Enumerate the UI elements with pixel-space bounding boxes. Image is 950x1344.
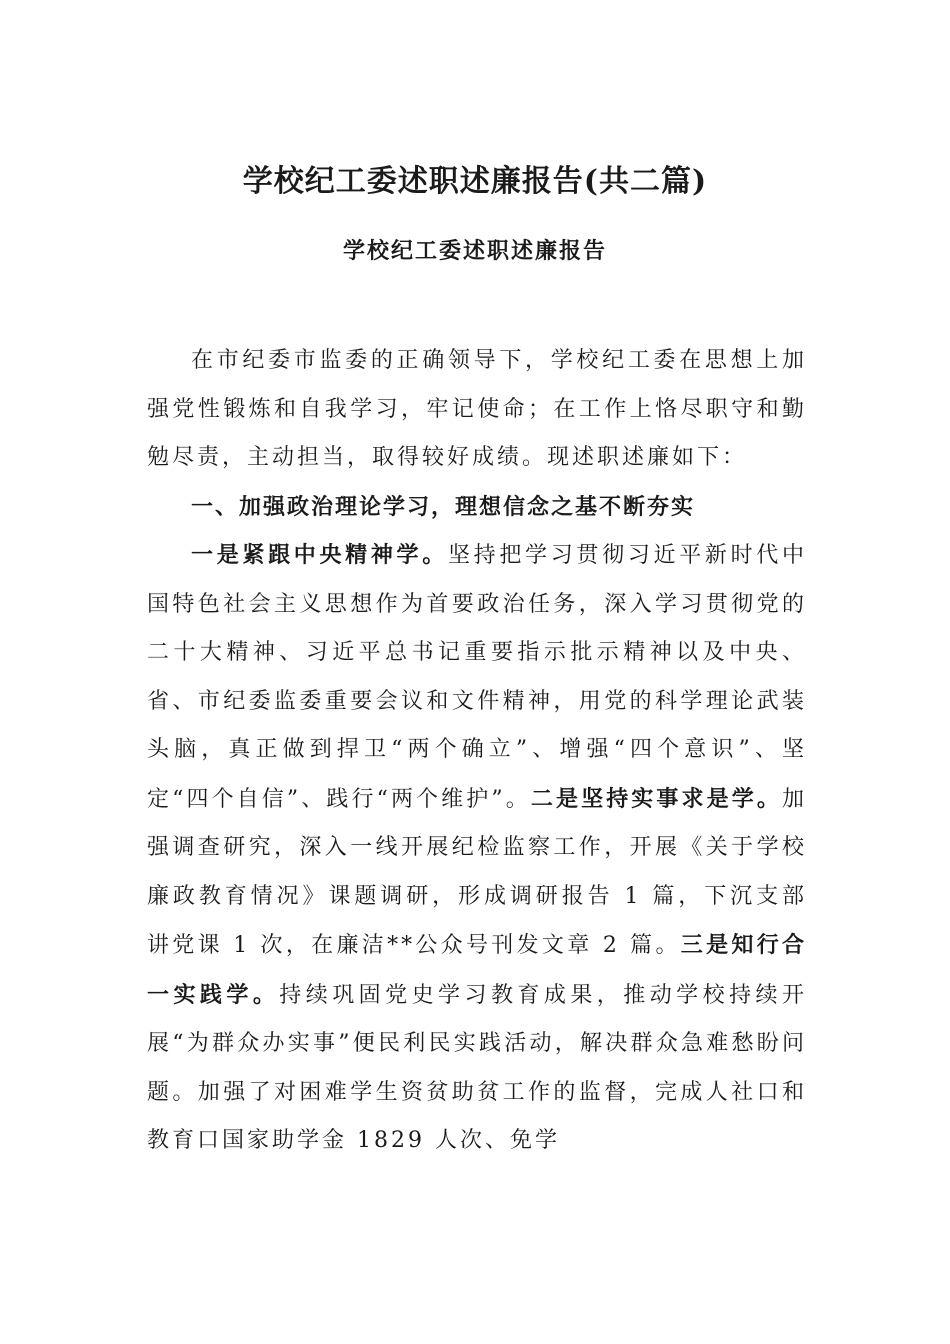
document-title: 学校纪工委述职述廉报告(共二篇) [242, 164, 708, 199]
paragraph-text-3: 持续巩固党史学习教育成果，推动学校持续开展“为群众办实事”便民利民实践活动，解决群众急难愁盼问题。加强了对困难学生资贫助贫工作的监督，完成人社口和教育口国家助学金 1829 人次、免学 [147, 982, 807, 1153]
paragraph-lead-2: 二是坚持实事求是学。 [530, 785, 782, 812]
intro-paragraph: 在市纪委市监委的正确领导下，学校纪工委在思想上加强党性锻炼和自我学习，牢记使命；在工作上恪尽职守和勤勉尽责，主动担当，取得较好成绩。现述职述廉如下： [147, 348, 807, 470]
section-1-paragraph [147, 531, 807, 1166]
paragraph-lead-1: 一是紧跟中央精神学。 [191, 542, 448, 568]
paragraph-text-1: 坚持把学习贯彻习近平新时代中国特色社会主义思想作为首要政治任务，深入学习贯彻党的二十大精神、习近平总书记重要指示批示精神以及中央、省、市纪委监委重要会议和文件精神，用党的科学理论武装头脑，真正做到捍卫“两个确立”、增强“四个意识”、坚定“四个自信”、践行“两个维护”。 [147, 543, 807, 812]
section-heading-1: 一、加强政治理论学习，理想信念之基不断夯实 [191, 493, 696, 520]
document-body [147, 337, 807, 1166]
document-subtitle: 学校纪工委述职述廉报告 [342, 238, 607, 264]
paragraph-lead-3: 三是知行合一实践学。 [147, 932, 807, 1008]
paragraph-text-2: 加强调查研究，深入一线开展纪检监察工作，开展《关于学校廉政教育情况》课题调研，形成调研报告 1 篇，下沉支部讲党课 1 次，在廉洁**公众号刊发文章 2 篇。 [147, 786, 807, 958]
